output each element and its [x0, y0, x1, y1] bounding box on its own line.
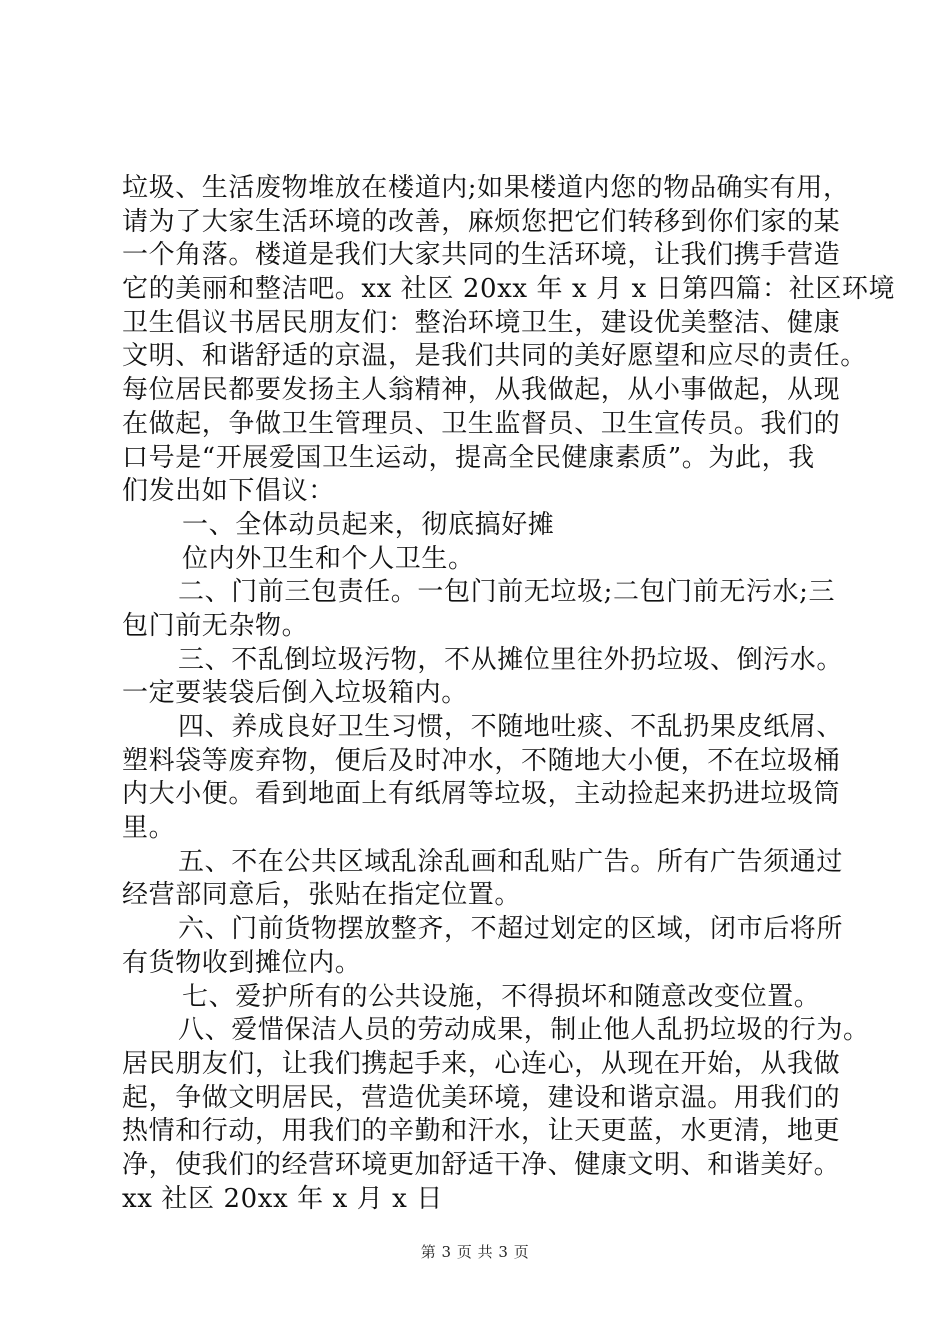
text-line: 包门前无杂物。	[122, 610, 309, 641]
text-line: 卫生倡议书居民朋友们：整治环境卫生，建设优美整洁、健康	[122, 307, 841, 338]
text-line: 净，使我们的经营环境更加舒适干净、健康文明、和谐美好。	[122, 1149, 841, 1180]
proposal-item-6: 六、门前货物摆放整齐，不超过划定的区域，闭市后将所	[178, 914, 844, 945]
proposal-item-7: 七、爱护所有的公共设施，不得损坏和随意改变位置。	[182, 981, 821, 1012]
page-number-footer: 第 3 页 共 3 页	[420, 1243, 530, 1261]
proposal-item-1: 一、全体动员起来，彻底搞好摊	[182, 509, 555, 540]
text-line: 里。	[122, 813, 176, 844]
proposal-item-3: 三、不乱倒垃圾污物，不从摊位里往外扔垃圾、倒污水。	[178, 644, 844, 675]
text-line: 一个角落。楼道是我们大家共同的生活环境，让我们携手营造	[122, 240, 841, 271]
proposal-item-8: 八、爱惜保洁人员的劳动成果，制止他人乱扔垃圾的行为。	[178, 1015, 870, 1046]
text-line: 经营部同意后，张贴在指定位置。	[122, 880, 522, 911]
text-line: 有货物收到摊位内。	[122, 947, 362, 978]
proposal-item-5: 五、不在公共区域乱涂乱画和乱贴广告。所有广告须通过	[178, 846, 844, 877]
text-line: 内大小便。看到地面上有纸屑等垃圾，主动捡起来扔进垃圾筒	[122, 779, 841, 810]
signature-date: xx 社区 20xx 年 x 月 x 日	[122, 1183, 443, 1214]
text-line: 它的美丽和整洁吧。xx 社区 20xx 年 x 月 x 日第四篇：社区环境	[122, 274, 896, 305]
text-line: 在做起，争做卫生管理员、卫生监督员、卫生宣传员。我们的	[122, 408, 841, 439]
proposal-item-2: 二、门前三包责任。一包门前无垃圾;二包门前无污水;三	[178, 577, 836, 608]
text-line: 口号是“开展爱国卫生运动，提高全民健康素质”。为此，我	[122, 442, 815, 473]
text-line: 们发出如下倡议：	[122, 476, 335, 507]
text-line: 起，争做文明居民，营造优美环境，建设和谐京温。用我们的	[122, 1082, 841, 1113]
text-line: 一定要装袋后倒入垃圾箱内。	[122, 678, 468, 709]
text-line: 垃圾、生活废物堆放在楼道内;如果楼道内您的物品确实有用，	[122, 173, 850, 203]
proposal-item-4: 四、养成良好卫生习惯，不随地吐痰、不乱扔果皮纸屑、	[178, 712, 844, 742]
text-line: 每位居民都要发扬主人翁精神，从我做起，从小事做起，从现	[122, 375, 841, 406]
text-line: 塑料袋等废弃物，便后及时冲水，不随地大小便，不在垃圾桶	[122, 745, 841, 776]
text-line: 热情和行动，用我们的辛勤和汗水，让天更蓝，水更清，地更	[122, 1116, 841, 1147]
document-body	[122, 172, 896, 1216]
text-line: 请为了大家生活环境的改善，麻烦您把它们转移到你们家的某	[122, 206, 841, 237]
text-line: 文明、和谐舒适的京温，是我们共同的美好愿望和应尽的责任。	[122, 341, 867, 372]
text-line: 居民朋友们，让我们携起手来，心连心，从现在开始，从我做	[122, 1048, 841, 1079]
text-line: 位内外卫生和个人卫生。	[182, 543, 475, 574]
